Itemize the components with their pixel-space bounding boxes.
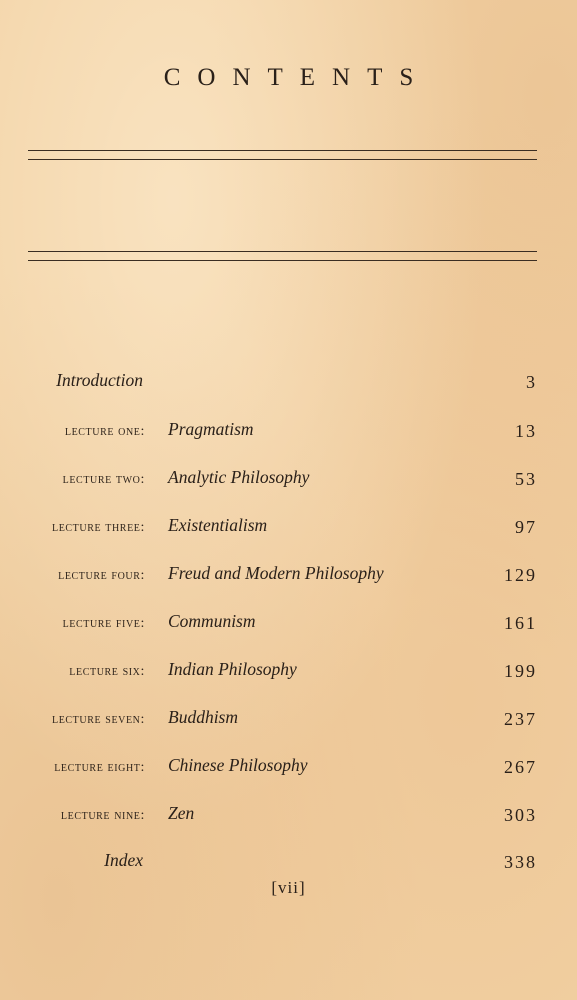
- toc-entry-lecture-seven: [0, 707, 577, 737]
- toc-entry-lecture-nine: [0, 803, 577, 833]
- entry-title: Pragmatism: [168, 419, 254, 439]
- lecture-label: lecture five:: [62, 616, 145, 631]
- toc-entry-lecture-two: [0, 467, 577, 497]
- lecture-label: lecture three:: [51, 520, 145, 535]
- toc-entry-introduction: [0, 370, 577, 400]
- double-rule-top: [28, 150, 537, 160]
- page-number: 13: [515, 421, 537, 441]
- entry-title: Analytic Philosophy: [168, 467, 310, 487]
- toc-entry-lecture-one: [0, 419, 577, 449]
- entry-title: Existentialism: [168, 515, 268, 535]
- lecture-label: lecture eight:: [54, 760, 145, 775]
- toc-entry-index: [0, 850, 577, 880]
- page-folio: [vii]: [271, 878, 306, 897]
- lecture-label: lecture four:: [58, 568, 145, 583]
- page-number: 97: [515, 517, 537, 537]
- entry-title: Chinese Philosophy: [168, 755, 308, 775]
- page-number: 237: [504, 709, 537, 729]
- lecture-label: lecture seven:: [51, 712, 145, 727]
- entry-title: Indian Philosophy: [168, 659, 297, 679]
- toc-entry-lecture-three: [0, 515, 577, 545]
- page-number: 129: [504, 565, 537, 585]
- toc-entry-lecture-eight: [0, 755, 577, 785]
- page-number: 199: [504, 661, 537, 681]
- page-number: 3: [526, 372, 537, 392]
- entry-title: Freud and Modern Philosophy: [168, 563, 384, 583]
- entry-title: Zen: [168, 803, 195, 823]
- entry-title: Index: [104, 850, 143, 870]
- lecture-label: lecture two:: [62, 472, 145, 487]
- page-number: 267: [504, 757, 537, 777]
- entry-title: Introduction: [56, 370, 143, 390]
- double-rule-bottom: [28, 251, 537, 261]
- lecture-label: lecture one:: [64, 424, 145, 439]
- toc-entry-lecture-four: [0, 563, 577, 593]
- entry-title: Buddhism: [168, 707, 238, 727]
- page-number: 338: [504, 852, 537, 872]
- page-number: 161: [504, 613, 537, 633]
- entry-title: Communism: [168, 611, 256, 631]
- lecture-label: lecture nine:: [60, 808, 145, 823]
- page-number: 303: [504, 805, 537, 825]
- toc-entry-lecture-five: [0, 611, 577, 641]
- page-title: CONTENTS: [163, 64, 431, 91]
- page-number: 53: [515, 469, 537, 489]
- lecture-label: lecture six:: [69, 664, 145, 679]
- toc-entry-lecture-six: [0, 659, 577, 689]
